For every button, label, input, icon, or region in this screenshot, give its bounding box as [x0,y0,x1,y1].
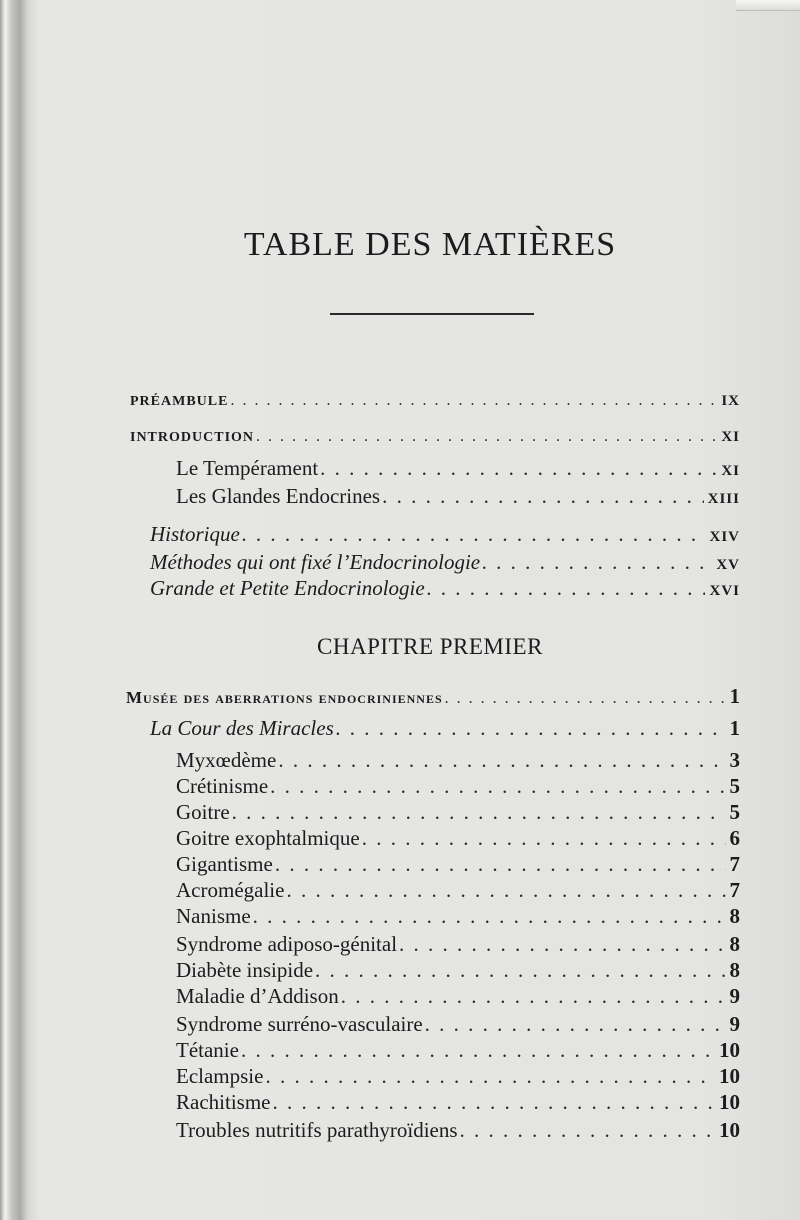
toc-entry-label: Musée des aberrations endocriniennes [126,688,443,707]
toc-entry-page: 9 [729,1012,740,1036]
dot-leader [253,904,726,929]
toc-entry-label: Grande et Petite Endocrinologie [150,576,425,600]
dot-leader [315,958,725,983]
dot-leader [482,550,712,575]
toc-entry-cour-miracles [150,716,740,744]
toc-entry-gigantisme [176,852,740,880]
dot-leader [278,748,725,773]
toc-entry-page: 8 [729,904,740,928]
dot-leader [242,522,706,547]
toc-entry-label: Gigantisme [176,852,273,876]
toc-entry-syndrome-adiposo-genital [176,932,740,960]
dot-leader [425,1012,726,1037]
toc-entry-page: 10 [719,1064,740,1088]
toc-entry-page: 5 [729,774,740,798]
toc-entry-label: Historique [150,522,240,546]
toc-entry-page: XIV [709,529,740,545]
toc-entry-label: Goitre [176,800,230,824]
dot-leader [275,852,726,877]
toc-entry-page: XV [716,557,740,573]
toc-entry-page: 3 [729,748,740,772]
toc-entry-page: 5 [729,800,740,824]
toc-entry-page: 9 [729,984,740,1008]
dot-leader [427,576,706,601]
toc-entry-label: Méthodes qui ont fixé l’Endocrinologie [150,550,481,574]
toc-entry-page: 8 [729,932,740,956]
dot-leader [362,826,726,851]
toc-entry-tetanie [176,1038,740,1066]
toc-entry-page: 6 [729,826,740,850]
toc-entry-label: La Cour des Miracles [150,716,334,740]
toc-entry-page: IX [721,393,740,409]
toc-entry-preambule [130,392,740,420]
toc-entry-goitre-exophtalmique [176,826,740,854]
toc-entry-label: Rachitisme [176,1090,271,1114]
toc-entry-temperament [176,456,740,484]
toc-entry-page: 7 [729,852,740,876]
toc-entry-page: 8 [729,958,740,982]
toc-entry-label: Crétinisme [176,774,269,798]
toc-entry-cretinisme [176,774,740,802]
toc-entry-label: Tétanie [176,1038,239,1062]
dot-leader [272,1090,715,1115]
toc-entry-page: XI [721,429,740,445]
toc-entry-page: 10 [719,1118,740,1142]
toc-entry-introduction [130,428,740,456]
toc-entry-page: 7 [729,878,740,902]
toc-entry-label: Nanisme [176,904,251,928]
toc-entry-label: Eclampsie [176,1064,264,1088]
dot-leader [230,392,717,410]
toc-entry-label: Troubles nutritifs parathyroïdiens [176,1118,458,1142]
toc-entry-label: Maladie d’Addison [176,984,339,1008]
toc-entry-nanisme [176,904,740,932]
toc-entry-syndrome-surreno-vasculaire [176,1012,740,1040]
toc-entry-goitre [176,800,740,828]
toc-entry-label: Myxœdème [176,748,277,772]
dot-leader [286,878,725,903]
toc-entry-page: 10 [719,1090,740,1114]
toc-entry-acromegalie [176,878,740,906]
toc-entry-label: Les Glandes Endocrines [176,484,381,508]
toc-entry-label: INTRODUCTION [130,430,255,445]
toc-entry-page: XIII [707,491,740,507]
toc-entry-label: Goitre exophtalmique [176,826,360,850]
toc-entry-grande-petite [150,576,740,604]
toc-entry-page: 1 [729,684,740,708]
toc-entry-maladie-addison [176,984,740,1012]
toc-entry-page: XVI [709,583,740,599]
toc-entry-label: Syndrome adiposo-génital [176,932,398,956]
dot-leader [241,1038,715,1063]
dot-leader [256,428,717,446]
chapter-heading: CHAPITRE PREMIER [317,634,543,659]
toc-entry-methodes [150,550,740,578]
dot-leader [445,690,726,708]
toc-entry-rachitisme [176,1090,740,1118]
toc-entry-musee [126,684,740,712]
toc-entry-label: Syndrome surréno-vasculaire [176,1012,423,1036]
toc-entry-glandes-endocrines [176,484,740,512]
toc-entry-label: Le Tempérament [176,456,319,480]
toc-entry-page: XI [721,463,740,479]
dot-leader [336,716,726,741]
toc-entry-historique [150,522,740,550]
toc-entry-page: 1 [729,716,740,740]
toc-entry-troubles-parathyroidiens [176,1118,740,1146]
page-title: TABLE DES MATIÈRES [243,226,617,263]
toc-entry-label: Acromégalie [176,878,285,902]
toc-entry-label: Diabète insipide [176,958,314,982]
dot-leader [320,456,717,481]
toc-entry-myxoedeme [176,748,740,776]
toc-entry-page: 10 [719,1038,740,1062]
dot-leader [399,932,725,957]
dot-leader [382,484,704,509]
toc-entry-diabete-insipide [176,958,740,986]
dot-leader [265,1064,715,1089]
dot-leader [341,984,726,1009]
dot-leader [270,774,725,799]
toc-entry-eclampsie [176,1064,740,1092]
toc-entry-label: PRÉAMBULE [130,394,229,409]
dot-leader [460,1118,715,1143]
dot-leader [232,800,726,825]
